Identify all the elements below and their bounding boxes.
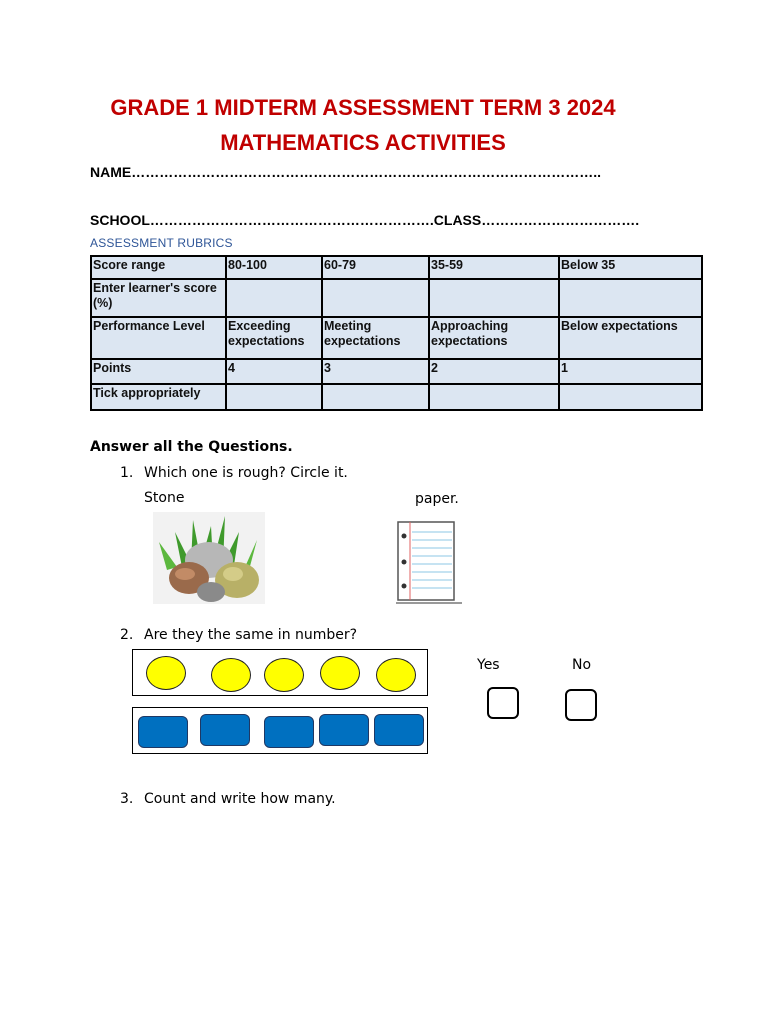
rubric-row-performance-level bbox=[91, 317, 702, 359]
question-3 bbox=[120, 791, 336, 807]
score-entry-cell[interactable] bbox=[559, 279, 702, 317]
score-entry-cell[interactable] bbox=[226, 279, 322, 317]
yellow-oval bbox=[264, 658, 304, 692]
question-number: 1. bbox=[120, 465, 134, 481]
rubric-row-label: Tick appropriately bbox=[91, 384, 226, 410]
stone-illustration bbox=[153, 512, 265, 604]
yellow-oval bbox=[320, 656, 360, 690]
rubric-cell: 80-100 bbox=[226, 256, 322, 279]
score-entry-cell[interactable] bbox=[322, 279, 429, 317]
rubric-cell: 1 bbox=[559, 359, 702, 384]
tick-cell[interactable] bbox=[322, 384, 429, 410]
blue-rectangle bbox=[138, 716, 188, 748]
rubric-cell: 60-79 bbox=[322, 256, 429, 279]
rubric-row-label: Points bbox=[91, 359, 226, 384]
yes-checkbox[interactable] bbox=[487, 687, 519, 719]
ovals-group-box bbox=[132, 649, 428, 696]
rubric-row-tick bbox=[91, 384, 702, 410]
stone-image[interactable] bbox=[153, 512, 265, 604]
rubric-cell: 35-59 bbox=[429, 256, 559, 279]
rubric-cell: Exceeding expectations bbox=[226, 317, 322, 359]
rubric-cell: Below 35 bbox=[559, 256, 702, 279]
rubric-cell: Meeting expectations bbox=[322, 317, 429, 359]
question-text: Count and write how many. bbox=[144, 791, 336, 807]
question-1 bbox=[120, 465, 348, 481]
school-class-field[interactable]: SCHOOL…………………………………………………….CLASS……………………………. bbox=[90, 212, 640, 228]
question-text: Are they the same in number? bbox=[144, 627, 358, 643]
instructions: Answer all the Questions. bbox=[90, 439, 293, 455]
rubric-cell: 3 bbox=[322, 359, 429, 384]
yellow-oval bbox=[146, 656, 186, 690]
blue-rectangle bbox=[319, 714, 369, 746]
no-label: No bbox=[572, 657, 592, 673]
question-number: 3. bbox=[120, 791, 134, 807]
no-checkbox[interactable] bbox=[565, 689, 597, 721]
page-title: GRADE 1 MIDTERM ASSESSMENT TERM 3 2024 bbox=[110, 95, 616, 120]
rubric-row-label: Performance Level bbox=[91, 317, 226, 359]
rubric-row-points bbox=[91, 359, 702, 384]
option-paper-label: paper. bbox=[415, 491, 459, 507]
option-stone-label: Stone bbox=[144, 490, 185, 506]
rubric-cell: 4 bbox=[226, 359, 322, 384]
page-subtitle: MATHEMATICS ACTIVITIES bbox=[220, 130, 506, 155]
rubric-cell: Approaching expectations bbox=[429, 317, 559, 359]
yes-label: Yes bbox=[477, 657, 500, 673]
paper-image[interactable] bbox=[394, 518, 464, 606]
question-number: 2. bbox=[120, 627, 134, 643]
blue-rectangle bbox=[374, 714, 424, 746]
blue-rectangle bbox=[264, 716, 314, 748]
name-field[interactable]: NAME……………………………………………………………………………………….. bbox=[90, 164, 601, 180]
yellow-oval bbox=[376, 658, 416, 692]
rubric-row-label: Score range bbox=[91, 256, 226, 279]
yellow-oval bbox=[211, 658, 251, 692]
rubric-cell: Below expectations bbox=[559, 317, 702, 359]
tick-cell[interactable] bbox=[429, 384, 559, 410]
question-2 bbox=[120, 627, 357, 643]
tick-cell[interactable] bbox=[226, 384, 322, 410]
rubric-cell: 2 bbox=[429, 359, 559, 384]
rubric-heading: ASSESSMENT RUBRICS bbox=[90, 236, 233, 250]
paper-illustration bbox=[394, 518, 464, 606]
rectangles-group-box bbox=[132, 707, 428, 754]
rubric-row-learner-score bbox=[91, 279, 702, 317]
rubric-row-score-range bbox=[91, 256, 702, 279]
rubric-row-label: Enter learner's score (%) bbox=[91, 279, 226, 317]
assessment-rubric-table bbox=[90, 255, 703, 411]
question-text: Which one is rough? Circle it. bbox=[144, 465, 348, 481]
tick-cell[interactable] bbox=[559, 384, 702, 410]
blue-rectangle bbox=[200, 714, 250, 746]
score-entry-cell[interactable] bbox=[429, 279, 559, 317]
